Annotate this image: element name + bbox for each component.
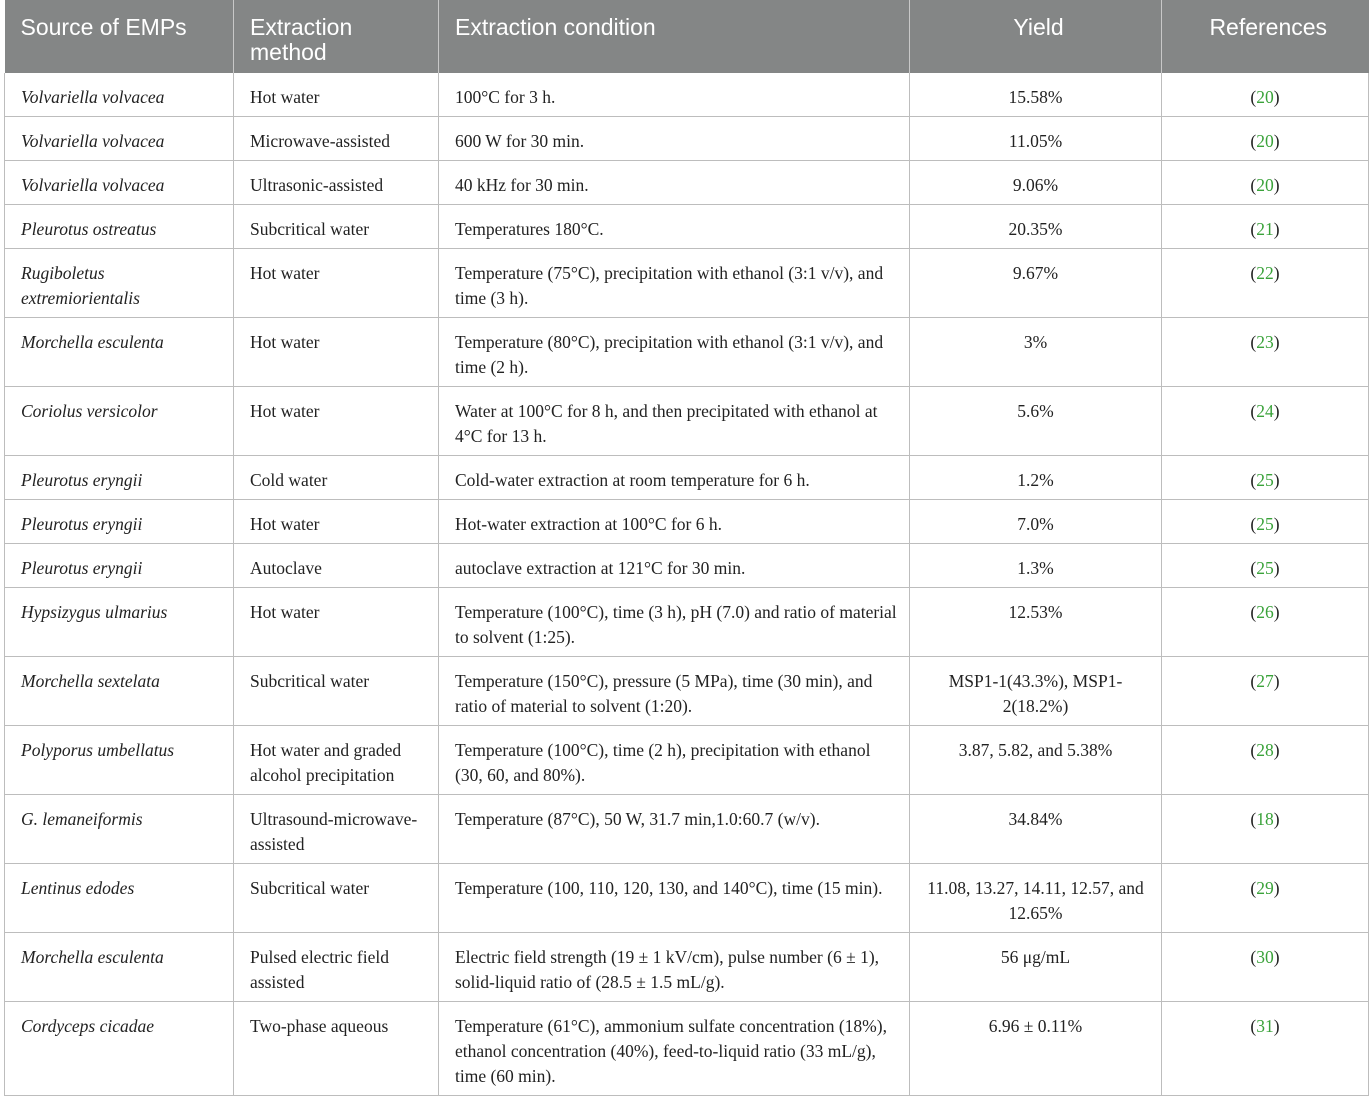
cell-method: Autoclave (234, 544, 439, 588)
cell-reference: (20) (1162, 73, 1369, 117)
table-row (5, 795, 1369, 864)
header-references: References (1162, 0, 1369, 73)
cell-source: Hypsizygus ulmarius (5, 588, 234, 657)
cell-reference: (26) (1162, 588, 1369, 657)
header-source: Source of EMPs (5, 0, 234, 73)
reference-link[interactable]: 20 (1256, 175, 1274, 195)
cell-condition: Temperature (100°C), time (2 h), precipitation with ethanol (30, 60, and 80%). (439, 726, 910, 795)
cell-method: Ultrasound-microwave-assisted (234, 795, 439, 864)
cell-yield: 3.87, 5.82, and 5.38% (910, 726, 1162, 795)
header-method: Extraction method (234, 0, 439, 73)
cell-yield: 15.58% (910, 73, 1162, 117)
cell-reference: (20) (1162, 117, 1369, 161)
cell-yield: 56 μg/mL (910, 933, 1162, 1002)
cell-method: Hot water (234, 318, 439, 387)
reference-link[interactable]: 20 (1256, 131, 1274, 151)
cell-condition: 100°C for 3 h. (439, 73, 910, 117)
cell-yield: 3% (910, 318, 1162, 387)
cell-condition: Water at 100°C for 8 h, and then precipitated with ethanol at 4°C for 13 h. (439, 387, 910, 456)
cell-source: Morchella sextelata (5, 657, 234, 726)
cell-condition: autoclave extraction at 121°C for 30 min. (439, 544, 910, 588)
reference-link[interactable]: 25 (1256, 558, 1274, 578)
table-header (5, 0, 1369, 73)
cell-source: Pleurotus ostreatus (5, 205, 234, 249)
cell-condition: Cold-water extraction at room temperature for 6 h. (439, 456, 910, 500)
table-row (5, 73, 1369, 117)
cell-condition: Hot-water extraction at 100°C for 6 h. (439, 500, 910, 544)
reference-link[interactable]: 30 (1256, 947, 1274, 967)
cell-method: Hot water (234, 387, 439, 456)
reference-link[interactable]: 21 (1256, 219, 1274, 239)
cell-condition: Temperature (100°C), time (3 h), pH (7.0) and ratio of material to solvent (1:25). (439, 588, 910, 657)
cell-reference: (25) (1162, 456, 1369, 500)
reference-link[interactable]: 27 (1256, 671, 1274, 691)
cell-condition: Temperature (87°C), 50 W, 31.7 min,1.0:60.7 (w/v). (439, 795, 910, 864)
cell-source: Volvariella volvacea (5, 117, 234, 161)
cell-method: Pulsed electric field assisted (234, 933, 439, 1002)
reference-link[interactable]: 18 (1256, 809, 1274, 829)
cell-method: Subcritical water (234, 657, 439, 726)
cell-reference: (23) (1162, 318, 1369, 387)
cell-source: G. lemaneiformis (5, 795, 234, 864)
cell-source: Coriolus versicolor (5, 387, 234, 456)
table-row (5, 387, 1369, 456)
table-row (5, 726, 1369, 795)
cell-method: Microwave-assisted (234, 117, 439, 161)
cell-reference: (18) (1162, 795, 1369, 864)
cell-reference: (27) (1162, 657, 1369, 726)
cell-method: Hot water (234, 249, 439, 318)
table-row (5, 456, 1369, 500)
cell-yield: MSP1-1(43.3%), MSP1-2(18.2%) (910, 657, 1162, 726)
cell-reference: (29) (1162, 864, 1369, 933)
table-row (5, 500, 1369, 544)
cell-source: Volvariella volvacea (5, 161, 234, 205)
table-row (5, 249, 1369, 318)
cell-method: Cold water (234, 456, 439, 500)
cell-condition: 600 W for 30 min. (439, 117, 910, 161)
table-row (5, 933, 1369, 1002)
cell-reference: (21) (1162, 205, 1369, 249)
cell-reference: (31) (1162, 1002, 1369, 1096)
reference-link[interactable]: 26 (1256, 602, 1274, 622)
reference-link[interactable]: 28 (1256, 740, 1274, 760)
table-row (5, 657, 1369, 726)
cell-condition: Temperatures 180°C. (439, 205, 910, 249)
table-row (5, 205, 1369, 249)
table-row (5, 1002, 1369, 1096)
table-row (5, 864, 1369, 933)
cell-method: Hot water (234, 588, 439, 657)
cell-yield: 5.6% (910, 387, 1162, 456)
header-yield: Yield (910, 0, 1162, 73)
cell-reference: (30) (1162, 933, 1369, 1002)
cell-source: Morchella esculenta (5, 318, 234, 387)
reference-link[interactable]: 31 (1256, 1016, 1274, 1036)
cell-yield: 20.35% (910, 205, 1162, 249)
cell-source: Rugiboletus extremiorientalis (5, 249, 234, 318)
table-row (5, 318, 1369, 387)
table-row (5, 117, 1369, 161)
cell-method: Two-phase aqueous (234, 1002, 439, 1096)
reference-link[interactable]: 20 (1256, 87, 1274, 107)
cell-yield: 6.96 ± 0.11% (910, 1002, 1162, 1096)
cell-condition: Temperature (75°C), precipitation with ethanol (3:1 v/v), and time (3 h). (439, 249, 910, 318)
reference-link[interactable]: 24 (1256, 401, 1274, 421)
cell-condition: 40 kHz for 30 min. (439, 161, 910, 205)
cell-source: Polyporus umbellatus (5, 726, 234, 795)
cell-method: Subcritical water (234, 205, 439, 249)
table-row (5, 588, 1369, 657)
cell-source: Pleurotus eryngii (5, 500, 234, 544)
cell-source: Cordyceps cicadae (5, 1002, 234, 1096)
reference-link[interactable]: 25 (1256, 514, 1274, 534)
cell-method: Ultrasonic-assisted (234, 161, 439, 205)
header-condition: Extraction condition (439, 0, 910, 73)
cell-yield: 11.08, 13.27, 14.11, 12.57, and 12.65% (910, 864, 1162, 933)
cell-source: Pleurotus eryngii (5, 544, 234, 588)
table-row (5, 544, 1369, 588)
reference-link[interactable]: 25 (1256, 470, 1274, 490)
cell-yield: 12.53% (910, 588, 1162, 657)
table-body (5, 73, 1369, 1096)
cell-method: Hot water and graded alcohol precipitation (234, 726, 439, 795)
cell-condition: Electric field strength (19 ± 1 kV/cm), pulse number (6 ± 1), solid-liquid ratio of (28.5 ± 1.5 mL/g). (439, 933, 910, 1002)
cell-source: Pleurotus eryngii (5, 456, 234, 500)
cell-method: Subcritical water (234, 864, 439, 933)
cell-reference: (25) (1162, 500, 1369, 544)
reference-link[interactable]: 29 (1256, 878, 1274, 898)
cell-reference: (22) (1162, 249, 1369, 318)
cell-yield: 1.2% (910, 456, 1162, 500)
cell-condition: Temperature (61°C), ammonium sulfate concentration (18%), ethanol concentration (40%), feed-to-liquid ratio (33 mL/g), time (60 min). (439, 1002, 910, 1096)
cell-source: Morchella esculenta (5, 933, 234, 1002)
reference-link[interactable]: 23 (1256, 332, 1274, 352)
cell-yield: 7.0% (910, 500, 1162, 544)
cell-yield: 11.05% (910, 117, 1162, 161)
cell-yield: 34.84% (910, 795, 1162, 864)
cell-yield: 1.3% (910, 544, 1162, 588)
cell-condition: Temperature (80°C), precipitation with ethanol (3:1 v/v), and time (2 h). (439, 318, 910, 387)
cell-condition: Temperature (100, 110, 120, 130, and 140°C), time (15 min). (439, 864, 910, 933)
cell-yield: 9.67% (910, 249, 1162, 318)
cell-method: Hot water (234, 500, 439, 544)
cell-yield: 9.06% (910, 161, 1162, 205)
cell-reference: (25) (1162, 544, 1369, 588)
cell-reference: (28) (1162, 726, 1369, 795)
cell-method: Hot water (234, 73, 439, 117)
cell-source: Lentinus edodes (5, 864, 234, 933)
reference-link[interactable]: 22 (1256, 263, 1274, 283)
cell-reference: (24) (1162, 387, 1369, 456)
table-row (5, 161, 1369, 205)
cell-source: Volvariella volvacea (5, 73, 234, 117)
cell-reference: (20) (1162, 161, 1369, 205)
extraction-table (4, 0, 1369, 1096)
header-row (5, 0, 1369, 73)
cell-condition: Temperature (150°C), pressure (5 MPa), time (30 min), and ratio of material to solvent (1:20). (439, 657, 910, 726)
